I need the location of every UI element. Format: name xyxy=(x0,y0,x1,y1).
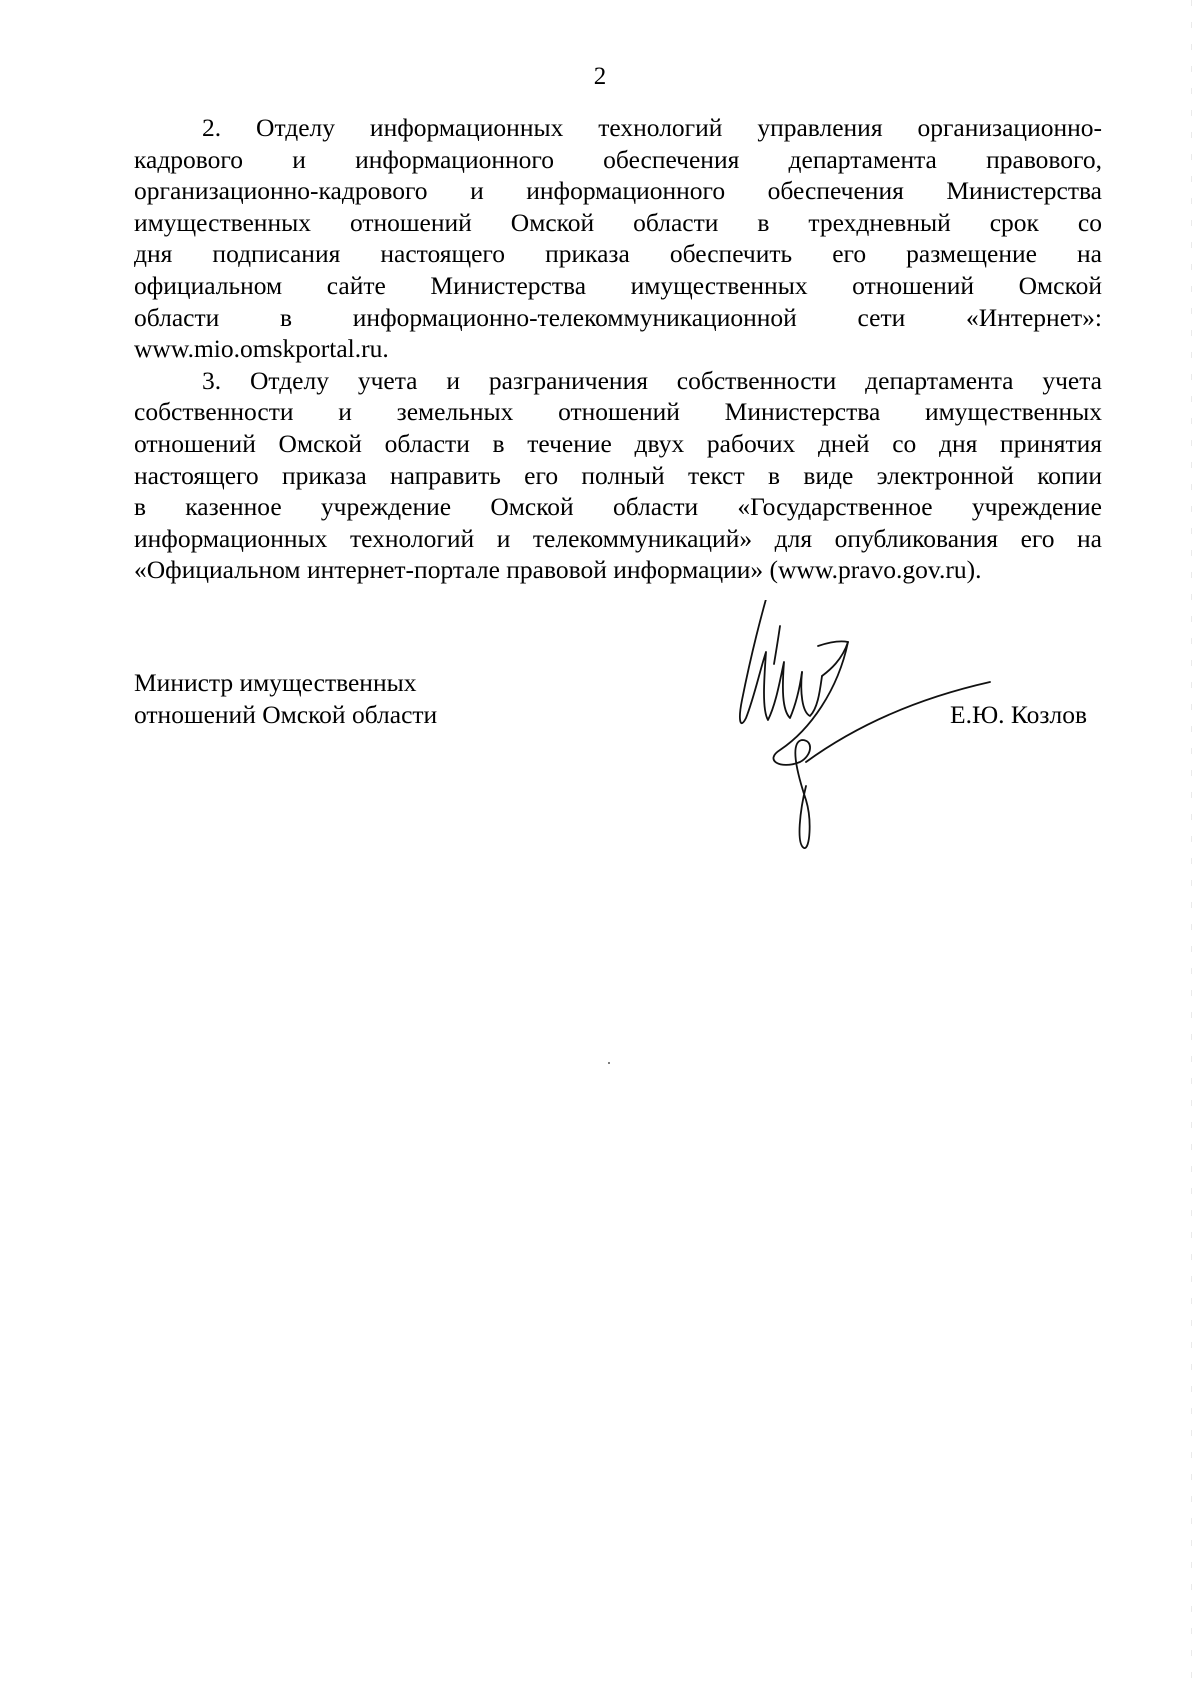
paragraph-line: «Официальном интернет-портале правовой информации» (www.pravo.gov.ru). xyxy=(134,555,982,585)
paragraph-2 xyxy=(134,112,1102,365)
scan-speck xyxy=(608,1062,610,1064)
paragraph-line: в казенное учреждение Омской области «Государственное учреждение xyxy=(134,492,1102,522)
document-body xyxy=(134,112,1102,586)
paragraph-line: 3. Отделу учета и разграничения собственности департамента учета xyxy=(202,365,1102,395)
signer-name: Е.Ю. Козлов xyxy=(950,700,1087,729)
paragraph-line: официальном сайте Министерства имущественных отношений Омской xyxy=(134,270,1102,300)
signer-title-line: отношений Омской области xyxy=(134,699,438,729)
paragraph-line: дня подписания настоящего приказа обеспечить его размещение на xyxy=(134,239,1102,269)
paragraph-line: настоящего приказа направить его полный текст в виде электронной копии xyxy=(134,460,1102,490)
paragraph-line: имущественных отношений Омской области в трехдневный срок со xyxy=(134,207,1102,237)
paragraph-line: области в информационно-телекоммуникационной сети «Интернет»: xyxy=(134,302,1102,332)
page-number: 2 xyxy=(593,63,607,90)
paragraph-line: организационно-кадрового и информационного обеспечения Министерства xyxy=(134,176,1102,206)
paragraph-line: собственности и земельных отношений Министерства имущественных xyxy=(134,397,1102,427)
signer-title-line: Министр имущественных xyxy=(134,668,417,697)
paragraph-line: www.mio.omskportal.ru. xyxy=(134,334,389,364)
paragraph-line: отношений Омской области в течение двух рабочих дней со дня принятия xyxy=(134,428,1102,458)
paragraph-3 xyxy=(134,365,1102,586)
paragraph-line: информационных технологий и телекоммуникаций» для опубликования его на xyxy=(134,523,1102,553)
paragraph-line: 2. Отделу информационных технологий управления организационно- xyxy=(202,113,1102,142)
scan-edge-artifact xyxy=(1191,0,1192,1686)
paragraph-line: кадрового и информационного обеспечения департамента правового, xyxy=(134,144,1102,174)
